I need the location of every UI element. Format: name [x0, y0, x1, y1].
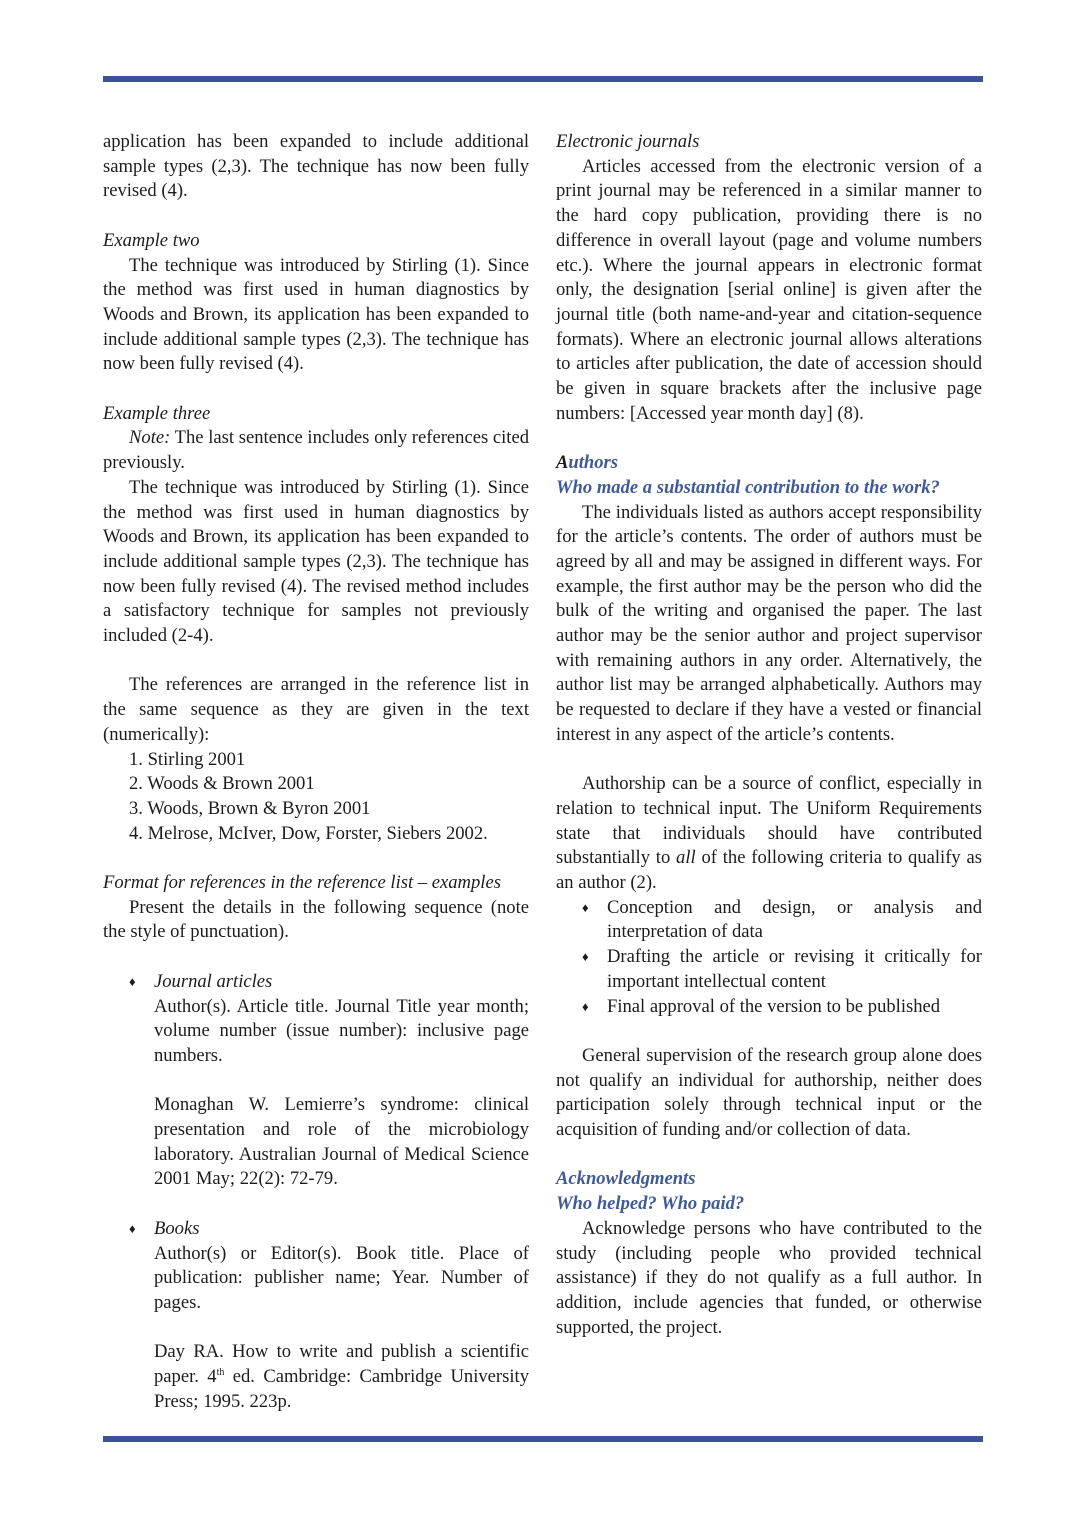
journal-articles-example: Monaghan W. Lemierre’s syndrome: clinical presentation and role of the microbiology laboratory. Australian Journal of Medical Science 2001 May; 22(2): 72-79. — [154, 1094, 529, 1190]
authors-text: The individuals listed as authors accept responsibility for the article’s contents. The order of authors must be agreed by all and may be assigned in different ways. For example, the first author may be the person who did the bulk of the writing and organised the paper. The last author may be the senior author and project supervisor with remaining authors in any order. Alternatively, the author list may be arranged alphabetically. Authors may be requested to declare if they have a vested or financial interest in any aspect of the article’s contents. — [556, 501, 982, 745]
books-item — [103, 1217, 529, 1415]
format-text: Present the details in the following sequence (note the style of punctuation). — [103, 896, 529, 943]
note-text: The last sentence includes only references cited previously. — [103, 427, 529, 474]
criteria-text: Drafting the article or revising it critically for important intellectual content — [607, 946, 982, 992]
format-heading: Format for references in the reference list – examples — [103, 872, 501, 894]
books-block — [103, 1217, 529, 1415]
example-two-text: The technique was introduced by Stirling (1). Since the method was first used in human diagnostics by Woods and Brown, its application has been expanded to include additional sample types (2,3). The technique has now been fully revised (4). — [103, 254, 529, 375]
example-three-heading: Example three — [103, 402, 211, 424]
criteria-list — [556, 896, 982, 1020]
authorship-conflict-text — [556, 772, 982, 896]
diamond-bullet-icon: ♦ — [129, 1220, 136, 1236]
electronic-journals-text: Articles accessed from the electronic version of a print journal may be referenced in a similar manner to the hard copy publication, providing there is no difference in overall layout (page and volume numbers etc.). Where the journal appears in electronic format only, the designation [serial online] is given after the journal title (both name-and-year and citation-sequence formats). Where an electronic journal allows alterations to articles after publication, the date of accession should be given in square brackets after the inclusive page numbers: [Accessed year month day] (8). — [556, 155, 982, 424]
books-format: Author(s) or Editor(s). Book title. Place of publication: publisher name; Year. Number of pages. — [154, 1242, 529, 1313]
conflict-pre: Authorship can be a source of conflict, especially in relation to technical input. The Uniform Requirements state that individuals should have contributed substantially to — [556, 773, 982, 869]
left-column — [103, 130, 529, 1414]
books-example — [154, 1340, 529, 1414]
electronic-journals-heading: Electronic journals — [556, 131, 700, 152]
acknowledgments-text: Acknowledge persons who have contributed to the study (including people who provided technical assistance) if they do not qualify as a full author. In addition, include agencies that funded, or otherwise supported, the project. — [556, 1217, 982, 1338]
reference-list-item: 2. Woods & Brown 2001 — [129, 773, 315, 795]
books-heading: Books — [154, 1217, 200, 1239]
example-two-heading: Example two — [103, 229, 200, 251]
authors-subheading: Who made a substantial contribution to the work? — [556, 476, 940, 498]
journal-articles-item — [103, 970, 529, 1192]
diamond-bullet-icon: ♦ — [582, 998, 589, 1014]
reference-list-item: 3. Woods, Brown & Byron 2001 — [129, 797, 371, 819]
diamond-bullet-icon: ♦ — [582, 899, 589, 915]
top-rule — [103, 76, 983, 82]
reference-list-item: 1. Stirling 2001 — [129, 748, 246, 770]
criteria-text: Conception and design, or analysis and interpretation of data — [607, 896, 982, 943]
books-example-sup: th — [216, 1366, 225, 1378]
authors-heading-initial: A — [556, 452, 569, 474]
authors-heading — [556, 451, 982, 476]
reference-list-item: 4. Melrose, McIver, Dow, Forster, Siebers 2002. — [129, 822, 488, 844]
books-example-pre: Day RA. How to write and publish a scientific paper. 4 — [154, 1341, 529, 1388]
bottom-rule — [103, 1436, 983, 1442]
criteria-item — [556, 995, 982, 1020]
conflict-post: of the following criteria to qualify as an author (2). — [556, 847, 982, 894]
reference-list — [103, 748, 529, 847]
criteria-item — [556, 945, 982, 994]
reference-intro: The references are arranged in the reference list in the same sequence as they are given in the text (numerically): — [103, 674, 529, 745]
acknowledgments-heading: Acknowledgments — [556, 1168, 696, 1190]
journal-articles-block — [103, 970, 529, 1192]
criteria-item — [556, 896, 982, 945]
right-column — [556, 130, 982, 1340]
note-label: Note: — [129, 427, 171, 449]
example-three-text: The technique was introduced by Stirling (1). Since the method was first used in human diagnostics by Woods and Brown, its application has been expanded to include additional sample types (2,3). The technique has now been fully revised (4). The revised method includes a satisfactory technique for samples not previously included (2-4). — [103, 476, 529, 647]
example-three-note — [103, 426, 529, 475]
diamond-bullet-icon: ♦ — [582, 949, 589, 965]
journal-articles-format: Author(s). Article title. Journal Title year month; volume number (issue number): inclusive page numbers. — [154, 995, 529, 1066]
diamond-bullet-icon: ♦ — [129, 973, 136, 989]
authors-heading-rest: uthors — [568, 452, 619, 474]
supervision-text: General supervision of the research group alone does not qualify an individual for authorship, neither does participation solely through technical input or the acquisition of funding and/or collection of data. — [556, 1044, 982, 1141]
conflict-emphasis: all — [676, 847, 696, 869]
books-example-post: ed. Cambridge: Cambridge University Press; 1995. 223p. — [154, 1366, 529, 1412]
intro-continuation: application has been expanded to include additional sample types (2,3). The technique has now been fully revised (4). — [103, 131, 529, 202]
criteria-text: Final approval of the version to be published — [607, 995, 941, 1017]
journal-articles-heading: Journal articles — [154, 970, 273, 992]
acknowledgments-subheading: Who helped? Who paid? — [556, 1193, 745, 1215]
